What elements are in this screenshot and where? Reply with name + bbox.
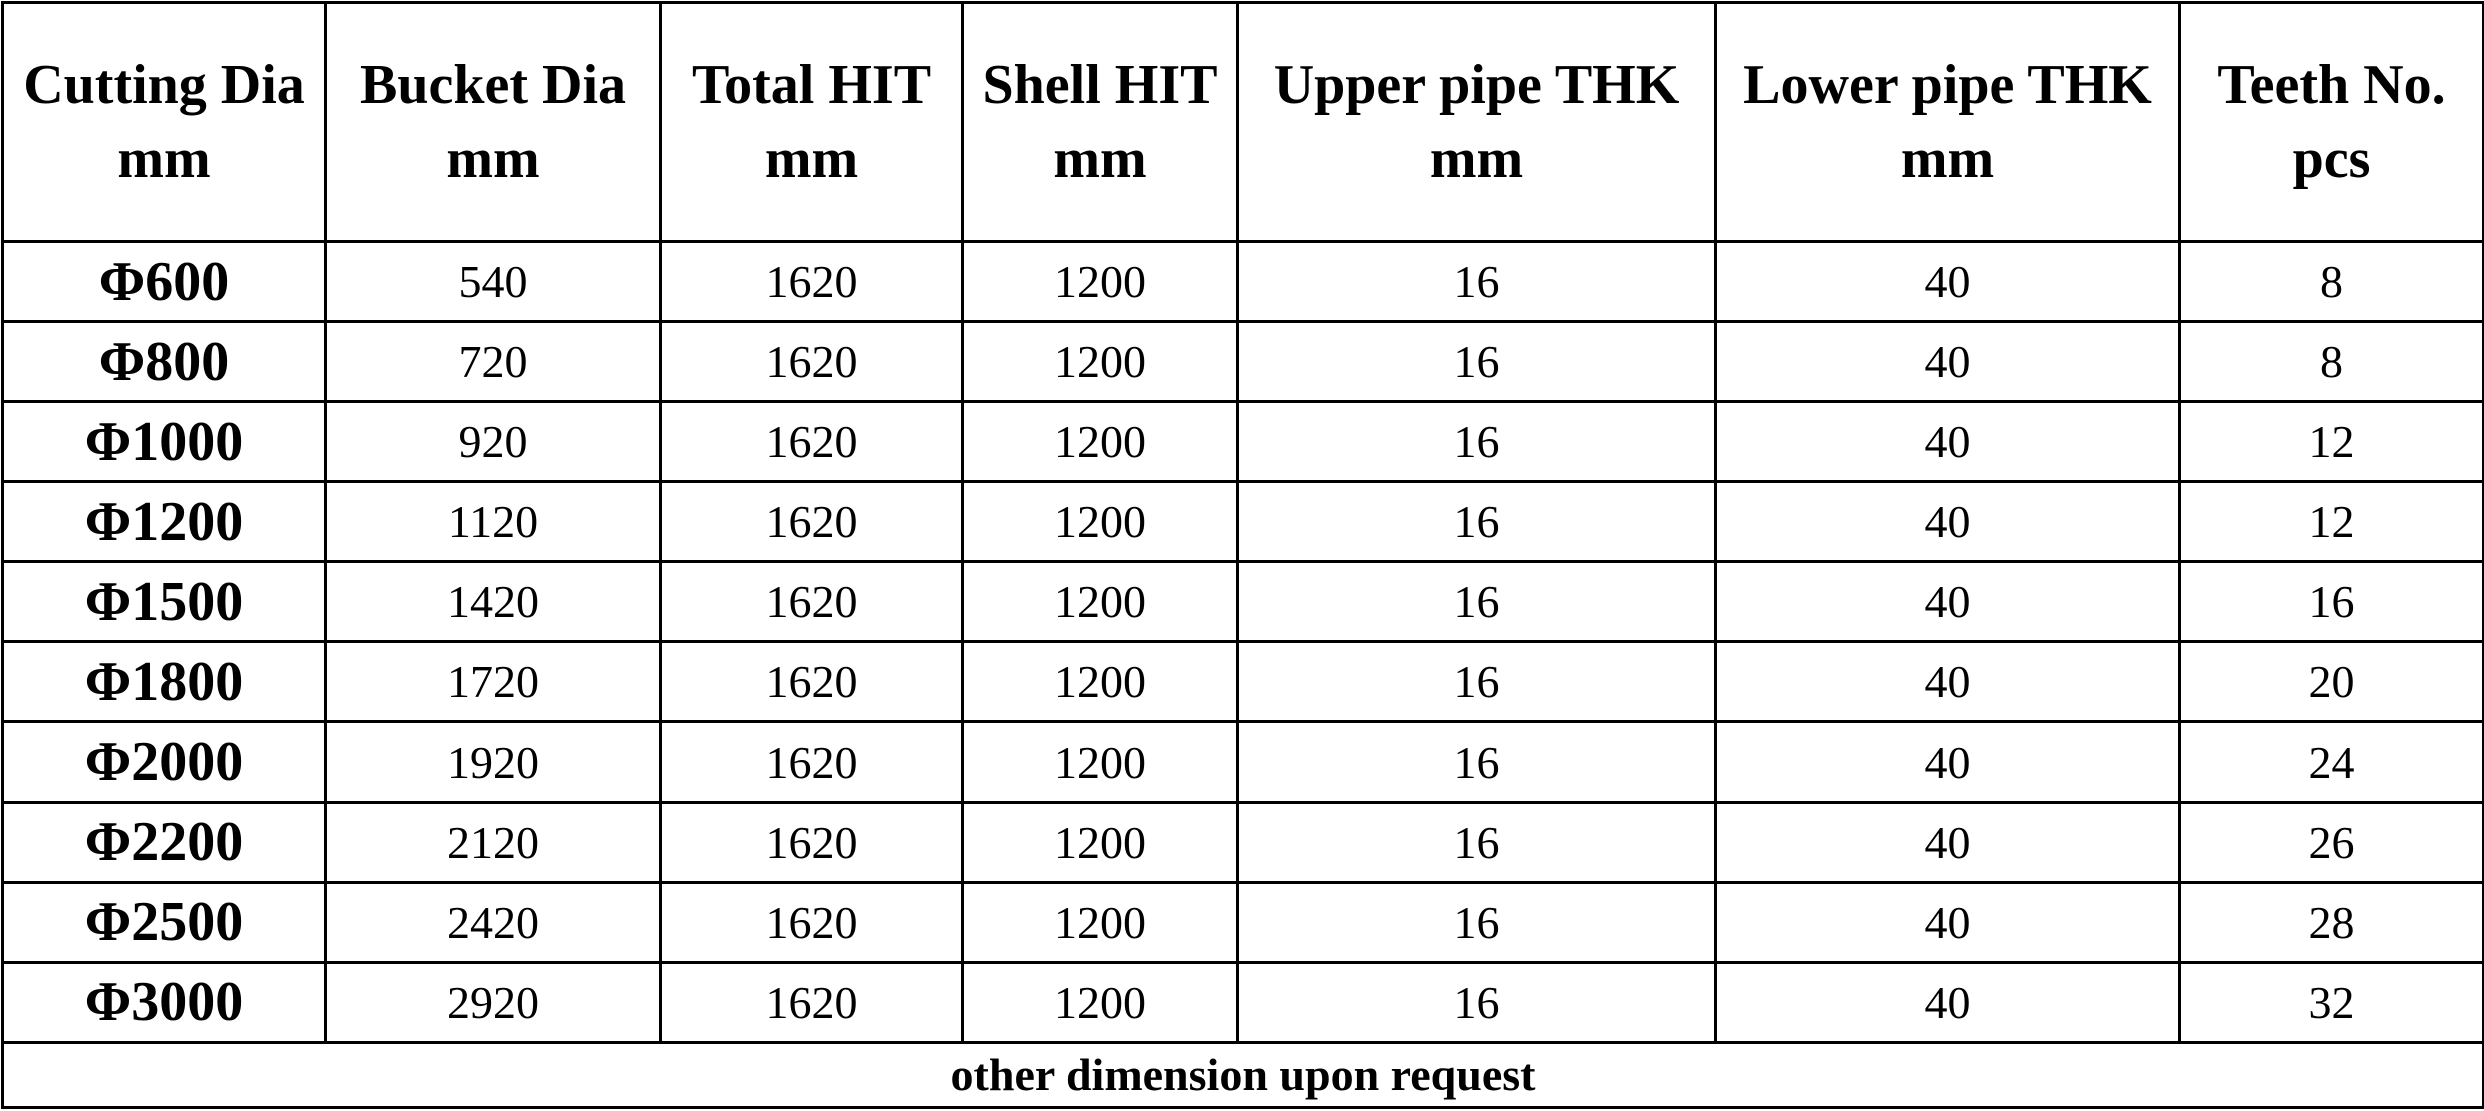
- total-hit-cell: 1620: [661, 482, 963, 562]
- total-hit-cell: 1620: [661, 642, 963, 722]
- upper-pipe-thk-cell: 16: [1238, 402, 1716, 482]
- bucket-dia-cell: 2120: [326, 802, 661, 882]
- header-teeth-no: [2180, 3, 2484, 242]
- cutting-dia-cell: Φ2200: [3, 802, 326, 882]
- shell-hit-cell: 1200: [963, 642, 1238, 722]
- bucket-dia-cell: 920: [326, 402, 661, 482]
- header-label: Shell HIT: [982, 54, 1218, 116]
- table-row: [3, 722, 2484, 802]
- total-hit-cell: 1620: [661, 802, 963, 882]
- header-cutting-dia: [3, 3, 326, 242]
- header-unit: mm: [1053, 128, 1147, 190]
- header-row: [3, 3, 2484, 242]
- lower-pipe-thk-cell: 40: [1716, 322, 2180, 402]
- footer-note: other dimension upon request: [3, 1042, 2484, 1107]
- header-unit: mm: [117, 128, 211, 190]
- header-label: Total HIT: [691, 54, 932, 116]
- shell-hit-cell: 1200: [963, 562, 1238, 642]
- cutting-dia-cell: Φ1800: [3, 642, 326, 722]
- total-hit-cell: 1620: [661, 722, 963, 802]
- table-row: [3, 402, 2484, 482]
- lower-pipe-thk-cell: 40: [1716, 802, 2180, 882]
- bucket-dia-cell: 1920: [326, 722, 661, 802]
- total-hit-cell: 1620: [661, 402, 963, 482]
- header-unit: mm: [764, 128, 859, 190]
- table-row: [3, 642, 2484, 722]
- header-unit: mm: [1900, 128, 1995, 190]
- total-hit-cell: 1620: [661, 322, 963, 402]
- bucket-dia-cell: 720: [326, 322, 661, 402]
- upper-pipe-thk-cell: 16: [1238, 802, 1716, 882]
- shell-hit-cell: 1200: [963, 482, 1238, 562]
- footer-row: [3, 1042, 2484, 1107]
- upper-pipe-thk-cell: 16: [1238, 642, 1716, 722]
- shell-hit-cell: 1200: [963, 962, 1238, 1042]
- upper-pipe-thk-cell: 16: [1238, 882, 1716, 962]
- lower-pipe-thk-cell: 40: [1716, 722, 2180, 802]
- cutting-dia-cell: Φ800: [3, 322, 326, 402]
- teeth-no-cell: 12: [2180, 402, 2484, 482]
- cutting-dia-cell: Φ1500: [3, 562, 326, 642]
- teeth-no-cell: 20: [2180, 642, 2484, 722]
- header-unit: mm: [1429, 128, 1524, 190]
- shell-hit-cell: 1200: [963, 322, 1238, 402]
- shell-hit-cell: 1200: [963, 242, 1238, 322]
- header-label: Lower pipe THK: [1743, 54, 2152, 116]
- cutting-dia-cell: Φ3000: [3, 962, 326, 1042]
- header-upper-pipe-thk: [1238, 3, 1716, 242]
- header-unit: pcs: [2292, 128, 2371, 190]
- teeth-no-cell: 8: [2180, 322, 2484, 402]
- cutting-dia-cell: Φ2000: [3, 722, 326, 802]
- shell-hit-cell: 1200: [963, 802, 1238, 882]
- teeth-no-cell: 32: [2180, 962, 2484, 1042]
- header-lower-pipe-thk: [1716, 3, 2180, 242]
- shell-hit-cell: 1200: [963, 402, 1238, 482]
- header-unit: mm: [446, 128, 540, 190]
- bucket-dia-cell: 2920: [326, 962, 661, 1042]
- lower-pipe-thk-cell: 40: [1716, 642, 2180, 722]
- teeth-no-cell: 16: [2180, 562, 2484, 642]
- lower-pipe-thk-cell: 40: [1716, 242, 2180, 322]
- spec-table: [1, 1, 2484, 1109]
- table-row: [3, 482, 2484, 562]
- cutting-dia-cell: Φ1200: [3, 482, 326, 562]
- bucket-dia-cell: 1720: [326, 642, 661, 722]
- shell-hit-cell: 1200: [963, 722, 1238, 802]
- upper-pipe-thk-cell: 16: [1238, 482, 1716, 562]
- header-shell-hit: [963, 3, 1238, 242]
- lower-pipe-thk-cell: 40: [1716, 562, 2180, 642]
- header-label: Bucket Dia: [360, 54, 626, 116]
- lower-pipe-thk-cell: 40: [1716, 962, 2180, 1042]
- header-bucket-dia: [326, 3, 661, 242]
- teeth-no-cell: 26: [2180, 802, 2484, 882]
- lower-pipe-thk-cell: 40: [1716, 882, 2180, 962]
- teeth-no-cell: 8: [2180, 242, 2484, 322]
- upper-pipe-thk-cell: 16: [1238, 562, 1716, 642]
- upper-pipe-thk-cell: 16: [1238, 242, 1716, 322]
- upper-pipe-thk-cell: 16: [1238, 962, 1716, 1042]
- header-total-hit: [661, 3, 963, 242]
- header-label: Upper pipe THK: [1273, 54, 1680, 116]
- cutting-dia-cell: Φ2500: [3, 882, 326, 962]
- header-label: Teeth No.: [2217, 54, 2446, 116]
- table-row: [3, 242, 2484, 322]
- total-hit-cell: 1620: [661, 562, 963, 642]
- bucket-dia-cell: 540: [326, 242, 661, 322]
- shell-hit-cell: 1200: [963, 882, 1238, 962]
- upper-pipe-thk-cell: 16: [1238, 722, 1716, 802]
- lower-pipe-thk-cell: 40: [1716, 402, 2180, 482]
- total-hit-cell: 1620: [661, 242, 963, 322]
- cutting-dia-cell: Φ1000: [3, 402, 326, 482]
- header-label: Cutting Dia: [23, 54, 305, 116]
- table-row: [3, 962, 2484, 1042]
- lower-pipe-thk-cell: 40: [1716, 482, 2180, 562]
- cutting-dia-cell: Φ600: [3, 242, 326, 322]
- table-row: [3, 562, 2484, 642]
- bucket-dia-cell: 1420: [326, 562, 661, 642]
- teeth-no-cell: 24: [2180, 722, 2484, 802]
- bucket-dia-cell: 1120: [326, 482, 661, 562]
- total-hit-cell: 1620: [661, 882, 963, 962]
- table-row: [3, 322, 2484, 402]
- total-hit-cell: 1620: [661, 962, 963, 1042]
- teeth-no-cell: 12: [2180, 482, 2484, 562]
- table-row: [3, 882, 2484, 962]
- table-row: [3, 802, 2484, 882]
- upper-pipe-thk-cell: 16: [1238, 322, 1716, 402]
- bucket-dia-cell: 2420: [326, 882, 661, 962]
- teeth-no-cell: 28: [2180, 882, 2484, 962]
